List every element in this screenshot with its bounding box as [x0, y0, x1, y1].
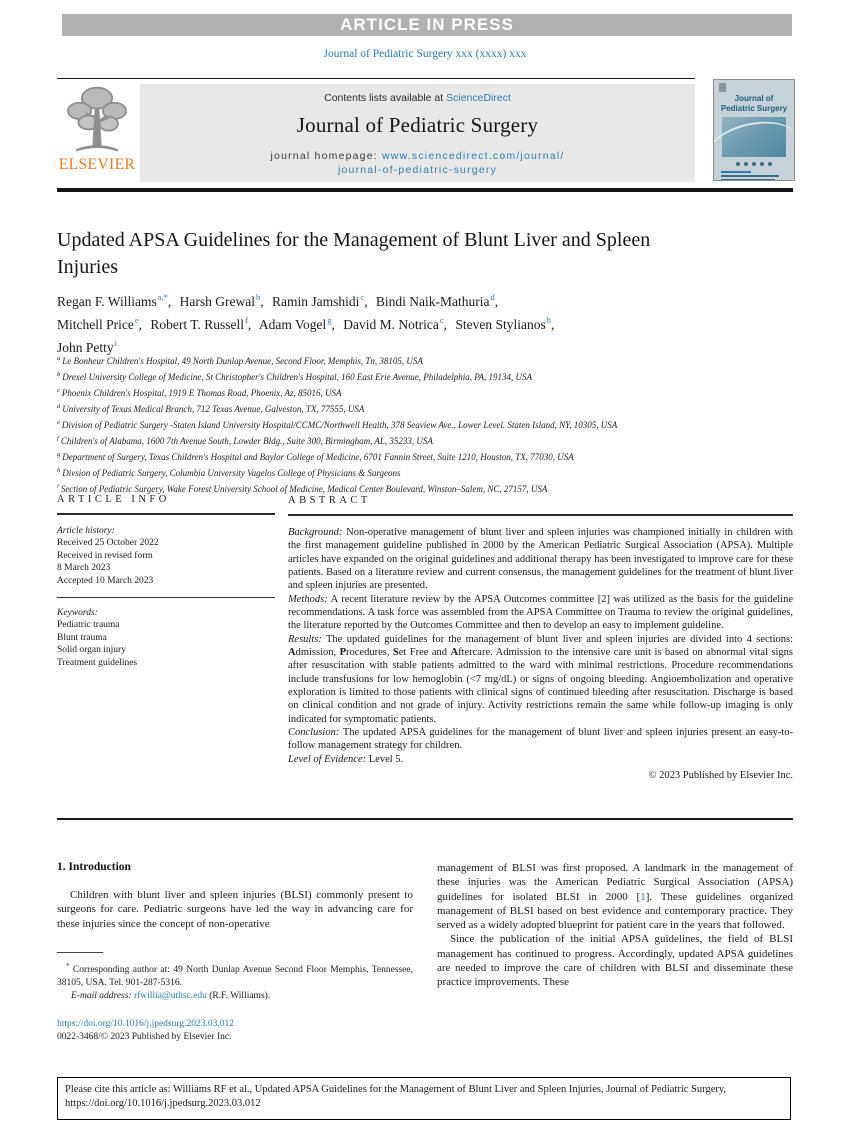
author-affil-sup[interactable]: a,*: [157, 292, 168, 302]
body-paragraph: management of BLSI was first proposed. A landmark in the management of these injuries was the American Pediatric Surgical Association (APSA) guidelines for isolated BLSI in 2000 [1]. These guidelines organized management of BLSI based on best evidence and contemporary practice. They served as a widely adopted blueprint for patient care in the years that followed.: [437, 862, 793, 932]
doi-link[interactable]: https://doi.org/10.1016/j.jpedsurg.2023.03.012: [57, 1018, 234, 1029]
affiliation: $^g$ Department of Surgery, Texas Children's Hospital and Baylor College of Medicine, 6701 Fannin Street, Suite 1210, Houston, TX, 77030, USA: [57, 451, 574, 462]
cover-fineprint-lines: [721, 171, 794, 181]
article-title: Updated APSA Guidelines for the Management of Blunt Liver and Spleen Injuries: [57, 229, 651, 278]
elsevier-wordmark: ELSEVIER: [58, 156, 136, 173]
masthead-top-rule: [57, 78, 695, 79]
rule: [57, 597, 275, 598]
history-line: Accepted 10 March 2023: [57, 575, 154, 586]
abstract-heading: ABSTRACT: [288, 495, 371, 506]
author-affil-sup[interactable]: h: [546, 315, 552, 325]
abstract-level-of-evidence: Level of Evidence: Level 5.: [288, 753, 404, 765]
info-abstract-section: [57, 494, 793, 782]
affiliation: $^c$ Phoenix Children's Hospital, 1919 E Thomas Road, Phoenix, Az, 85016, USA: [57, 387, 342, 398]
elsevier-logo: [57, 83, 137, 183]
rule: [288, 514, 793, 516]
keyword: Pediatric trauma: [57, 620, 120, 631]
cover-artwork: [722, 117, 786, 157]
email-line: E-mail address: rfwillia@uthsc.edu (R.F. Williams).: [71, 991, 271, 1002]
author: Adam Vogel$^g$,: [258, 315, 335, 332]
affiliation-list: [57, 352, 793, 496]
history-label: Article history:: [57, 525, 115, 536]
author: Ramin Jamshidi$^c$,: [272, 292, 368, 309]
doi-block: [57, 1018, 413, 1044]
author-affil-sup[interactable]: f: [245, 315, 248, 325]
journal-header-box: [140, 84, 695, 182]
author: Bindi Naik-Mathuria$^d$,: [375, 292, 499, 309]
footnote-block: [57, 952, 413, 1044]
author: John Petty$^i$: [57, 338, 118, 355]
journal-homepage: [140, 149, 695, 177]
author-affil-sup[interactable]: i: [114, 338, 118, 348]
rule: [57, 513, 275, 515]
author-affil-sup[interactable]: d: [490, 292, 495, 302]
keyword: Treatment guidelines: [57, 657, 138, 668]
author: Regan F. Williams$^{a,*}$,: [57, 292, 172, 309]
history-line: Received in revised form: [57, 550, 153, 561]
abstract-methods: Methods: A recent literature review by the APSA Outcomes committee [2] was utilized as the basis for the guideline recommendations. A task force was assembled from the APSA Committee on Trauma to review the original guidelines, the literature reported by the Outcomes Committee and then to develop an easy to implement guideline.: [288, 593, 793, 632]
issn-line: 0022-3468/© 2023 Published by Elsevier Inc.: [57, 1031, 232, 1042]
banner-text: ARTICLE IN PRESS: [340, 15, 514, 34]
history-line: 8 March 2023: [57, 563, 111, 574]
corresponding-author-note: * Corresponding author at: 49 North Dunlap Avenue Second Floor Memphis, Tennessee, 38105, USA. Tel. 901-287-5316.: [57, 961, 413, 988]
elsevier-tree-icon: [57, 83, 137, 155]
affiliation: $^h$ Divsion of Pediatric Surgery, Columbia University Vagelos College of Physicians & Surgeons: [57, 467, 401, 478]
copyright-line: © 2023 Published by Elsevier Inc.: [648, 770, 793, 782]
keyword: Blunt trauma: [57, 632, 107, 643]
abstract-background: Background: Non-operative management of blunt liver and spleen injuries was championed initially in children with the first management guideline published in 2000 by the American Pediatric Surgical Association (APSA). Multiple articles have expanded on the original guidelines and additional therapy has been investigated to improve care for these patients. Based on a literature review and current consensus, the management guidelines for the treatment of blunt liver and spleen injuries are presented.: [288, 526, 793, 592]
author-affil-sup[interactable]: b: [256, 292, 261, 302]
masthead-bottom-rule: [57, 188, 793, 192]
article-in-press-banner: [62, 14, 792, 36]
abstract-bottom-rule: [57, 818, 793, 820]
affiliation: $^b$ Drexel University College of Medicine, St Christopher's Children's Hospital, 160 East Erie Avenue, Philadelphia, PA, 19134, USA: [57, 371, 533, 382]
body-paragraph: Children with blunt liver and spleen injuries (BLSI) commonly present to surgeons for care. Pediatric surgeons have led the way in advancing care for these injuries since the concept of non-operative: [57, 889, 413, 930]
homepage-link-line2[interactable]: journal-of-pediatric-surgery: [337, 164, 498, 176]
journal-title: Journal of Pediatric Surgery: [296, 113, 539, 137]
article-body: [57, 861, 793, 1044]
affiliation: $^d$ University of Texas Medical Branch, 712 Texas Avenue, Galveston, TX, 77555, USA: [57, 403, 365, 414]
abstract-results: Results: The updated guidelines for the management of blunt liver and spleen injuries are divided into 4 sections: Admission, Procedures, Set Free and Aftercare. Admission to the intensive care unit is based on abnormal vital signs after resuscitation with stable patients admitted to the ward with minimal restrictions. Procedure recommendations include transfusions for low hemoglobin (<7 mg/dL) or signs of ongoing bleeding. Angioembolization and operative exploration is limited to those patients with clinical signs of continued bleeding after resuscitation. Discharge is based on clinical condition and not grade of injury. Activity restrictions remain the same while follow-up imaging is only indicated for symptomatic patients.: [288, 633, 793, 725]
author: Robert T. Russell$^f$,: [150, 315, 252, 332]
please-cite-box: [57, 1077, 791, 1120]
citation-text: Please cite this article as: Williams RF et al., Updated APSA Guidelines for the Management of Blunt Liver and Spleen Injuries, Journal of Pediatric Surgery, https://doi.org/10.1016/j.jpedsurg.2023.03.012: [65, 1084, 727, 1109]
author: Harsh Grewal$^b$,: [179, 292, 264, 309]
article-info-column: [57, 494, 275, 782]
body-right-column: [437, 861, 793, 1044]
abstract-conclusion: Conclusion: The updated APSA guidelines for the management of blunt liver and spleen injuries present an easy-to-follow management strategy for children.: [288, 727, 793, 752]
homepage-link-line1[interactable]: www.sciencedirect.com/journal/: [382, 150, 565, 162]
journal-reference-link[interactable]: Journal of Pediatric Surgery xxx (xxxx) xxx: [323, 48, 527, 60]
cover-title: Journal of Pediatric Surgery: [720, 94, 788, 113]
author-line-2: [57, 311, 787, 334]
body-left-column: [57, 861, 413, 1044]
section-heading-introduction: 1. Introduction: [57, 861, 131, 873]
author-affil-sup[interactable]: g: [327, 315, 332, 325]
affiliation: $^f$ Children's of Alabama, 1600 7th Avenue South, Lowder Bldg., Suite 300, Birmingham, AL, 35233, USA: [57, 435, 433, 446]
affiliation: $^e$ Division of Pediatric Surgery -Staten Island University Hospital/CCMC/Northwell Health, 378 Seaview Ave., Lower Level. Staten Island, NY, 10305, USA: [57, 419, 618, 430]
reference-1-link[interactable]: 1: [640, 890, 646, 903]
author-affil-sup[interactable]: e: [134, 315, 139, 325]
author-line-1: [57, 288, 787, 311]
author: Mitchell Price$^e$,: [57, 315, 143, 332]
author-affil-sup[interactable]: c: [360, 292, 365, 302]
author-affil-sup[interactable]: c: [439, 315, 444, 325]
author: Steven Stylianos$^h$,: [455, 315, 555, 332]
history-line: Received 25 October 2022: [57, 538, 159, 549]
keyword: Solid organ injury: [57, 645, 126, 656]
homepage-prefix: journal homepage:: [270, 150, 382, 162]
contents-prefix: Contents lists available at: [324, 92, 447, 104]
body-paragraph: Since the publication of the initial APSA guidelines, the field of BLSI management has continued to progress. Accordingly, updated APSA guidelines are needed to improve the care of children with BLSI and disseminate these practice improvements. These: [437, 933, 793, 989]
author: David M. Notrica$^c$,: [343, 315, 448, 332]
affiliation: $^i$ Section of Pediatric Surgery, Wake Forest University School of Medicine, Medical Center Boulevard, Winston–Salem, NC, 27157, USA: [57, 483, 548, 494]
affiliation: $^a$ Le Bonheur Children's Hospital, 49 North Dunlap Avenue, Second Floor, Memphis, Tn, 38105, USA: [57, 355, 423, 366]
author-list: [57, 288, 787, 357]
footnote-rule: [57, 952, 103, 953]
sciencedirect-link[interactable]: ScienceDirect: [446, 92, 511, 104]
cover-mini-logo-icon: [719, 83, 726, 92]
contents-line: [140, 92, 695, 104]
email-link[interactable]: rfwillia@uthsc.edu: [133, 991, 207, 1002]
journal-cover-thumbnail: [713, 79, 795, 181]
abstract-column: [288, 494, 793, 782]
article-info-heading: ARTICLE INFO: [57, 494, 170, 505]
keywords-label: Keywords:: [57, 607, 98, 618]
